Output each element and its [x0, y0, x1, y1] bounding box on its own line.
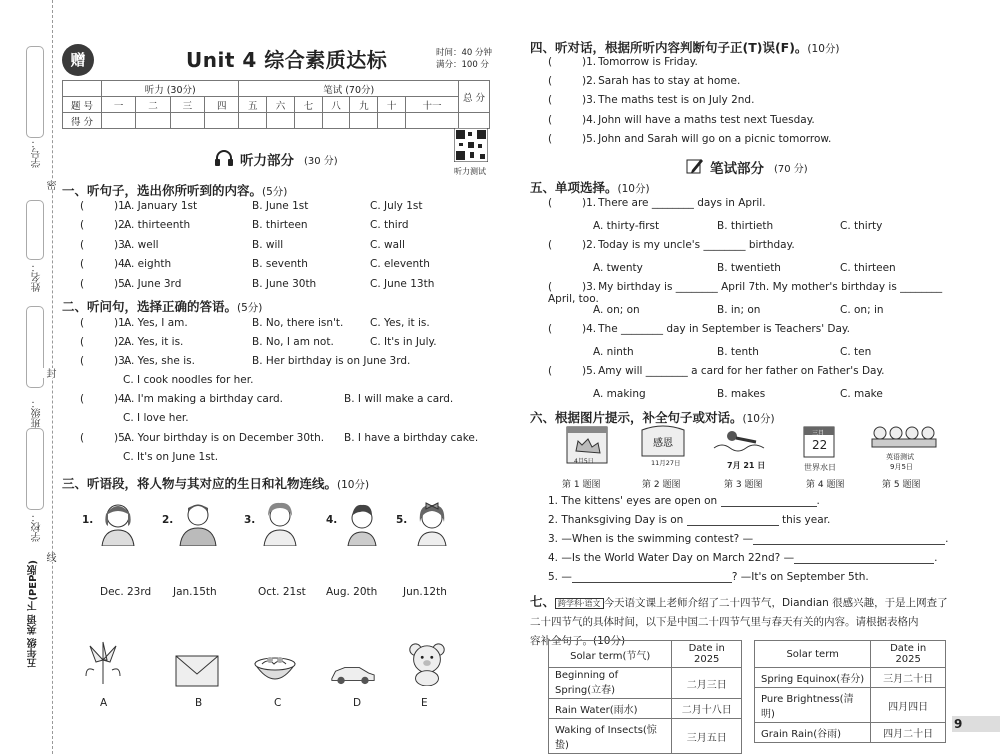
option-b: B. twentieth [717, 262, 781, 274]
table-row: Beginning of Spring(立春) 二月三日 [549, 668, 742, 699]
option-a: A. thirty-first [593, 220, 660, 232]
s6-item-1: 1. The kittens' eyes are open on . [548, 495, 820, 507]
score-cell[interactable] [267, 113, 295, 129]
page-title: Unit 4 综合素质达标 [186, 48, 388, 72]
table-row: Spring Equinox(春分) 三月二十日 [755, 668, 946, 688]
calendar-day: 22 [812, 438, 828, 452]
section-4-title [530, 38, 839, 56]
table-header: Solar term [755, 641, 871, 668]
gift-badge: 赠 [62, 44, 94, 76]
person-number: 3. [244, 514, 256, 526]
grandmother-icon [258, 500, 302, 546]
people-row [82, 498, 482, 556]
section-title: 一、听句子，选出你所听到的内容。 [62, 183, 263, 198]
section-5-title [530, 178, 650, 196]
toy-car-icon [330, 652, 376, 696]
cross-subject-tag: 跨学科·语文 [555, 598, 604, 609]
listening-title: 听力部分 [240, 153, 294, 169]
pencil-icon [686, 157, 704, 175]
answer-blank[interactable] [753, 534, 945, 545]
writing-points: (70 分) [774, 164, 808, 175]
option-a: A. well [124, 238, 159, 251]
man-icon [176, 500, 220, 546]
figure-caption: 第 4 题图 [806, 480, 845, 490]
option-b: B. tenth [717, 346, 759, 358]
s5-options [593, 346, 953, 360]
person-number: 5. [396, 514, 408, 526]
image-2-caption: 11月27日 [651, 459, 681, 467]
s1-item: ( )3. A. well B. will C. wall [80, 238, 405, 251]
table-header: Solar term(节气) [549, 641, 672, 668]
teddy-bear-icon [404, 642, 450, 686]
section-title: 四、听对话，根据所听内容判断句子正(T)误(F)。 [530, 40, 808, 55]
total-header: 总 分 [459, 81, 490, 113]
option-b: B. in; on [717, 304, 761, 316]
image-5-caption: 英语测试 [886, 453, 914, 461]
option-a: A. making [593, 388, 646, 400]
question-text: Amy will ________ a card for her father on Father's Day. [598, 365, 885, 377]
image-1-caption: 4月5日 [574, 458, 594, 465]
school-box [26, 428, 44, 510]
seal-mark: 密 [44, 180, 55, 190]
statement: John will have a maths test next Tuesday. [598, 113, 815, 126]
binding-sidebar [0, 0, 53, 754]
score-cell[interactable] [170, 113, 204, 129]
boy-icon [340, 500, 384, 546]
date-label: Jan.15th [173, 586, 217, 598]
name-box [26, 200, 44, 260]
option-b: B. seventh [252, 258, 308, 271]
col-header: 五 [239, 97, 267, 113]
full-score-label: 满分：100 分 [436, 60, 489, 70]
figure-caption: 第 2 题图 [642, 480, 681, 490]
gift-letter: C [274, 697, 282, 709]
svg-text:感恩: 感恩 [653, 438, 673, 449]
time-label: 时间：40 分钟 [436, 48, 493, 58]
image-3-caption: 7月 21 日 [727, 461, 766, 470]
s1-item: ( )2. A. thirteenth B. thirteen C. third [80, 219, 409, 232]
name-label: 姓名： [32, 262, 43, 292]
score-cell[interactable] [102, 113, 136, 129]
date-label: Jun.12th [403, 586, 447, 598]
image-5-date: 9月5日 [890, 463, 913, 471]
table-row: Waking of Insects(惊蛰) 三月五日 [549, 719, 742, 754]
section-points: (5分) [237, 302, 263, 314]
section-2-title [62, 297, 262, 315]
section-text: 二十四节气的具体时间，以下是中国二十四节气里与春天有关的内容。请根据表格内 [530, 616, 919, 628]
option-b: B. thirtieth [717, 220, 774, 232]
question-text: My birthday is ________ April 7th. My mother's birthday is ________ April, too. [548, 281, 943, 305]
option-a: A. eighth [124, 258, 172, 271]
s2-item-2: ( )2. A. Yes, it is. B. No, I am not. C. It's in July. [80, 336, 437, 348]
page-number: 9 [954, 717, 963, 731]
answer-blank[interactable] [572, 572, 732, 583]
image-4-caption: 世界水日 [804, 463, 836, 472]
seal-mark: 封 [44, 368, 55, 378]
s2-item-5: ( )5. A. Your birthday is on December 30th. B. I have a birthday cake. [80, 432, 479, 444]
col-header: 六 [267, 97, 295, 113]
statement: Tomorrow is Friday. [598, 56, 698, 68]
s4-item: ( )4. John will have a maths test next Tuesday. [548, 113, 815, 126]
solar-term-table-2 [754, 640, 946, 743]
section-text: 今天语文课上老师介绍了二十四节气，Diandian 很感兴趣，于是上网查了 [603, 597, 948, 609]
option-b: B. makes [717, 388, 766, 400]
row-label: 题 号 [63, 97, 102, 113]
person-number: 2. [162, 514, 174, 526]
statement: John and Sarah will go on a picnic tomorrow. [598, 132, 832, 145]
answer-blank[interactable] [794, 553, 934, 564]
option-c: C. wall [370, 238, 405, 251]
section-points: (10分) [593, 635, 626, 647]
gift-letter: A [100, 697, 108, 709]
section-points: (10分) [337, 479, 370, 491]
question-text: There are ________ days in April. [598, 197, 766, 209]
option-a: A. twenty [593, 262, 643, 274]
col-header: 十一 [406, 97, 459, 113]
solar-term-table-1 [548, 640, 742, 754]
col-header: 三 [170, 97, 204, 113]
s5-options [593, 304, 953, 318]
score-cell[interactable] [294, 113, 322, 129]
answer-blank[interactable] [687, 515, 779, 526]
option-a: A. thirteenth [124, 219, 191, 232]
col-header: 四 [204, 97, 238, 113]
section-points: (10分) [742, 413, 775, 425]
s5-question: ( )2. Today is my uncle's ________ birthday. [548, 239, 795, 251]
s6-item-5: 5. — ? —It's on September 5th. [548, 571, 869, 583]
section-text: 容补全句子。 [530, 635, 593, 647]
option-c: C. on; in [840, 304, 884, 316]
section-points: (5分) [262, 186, 288, 198]
s5-question: ( )4. The ________ day in September is Teachers' Day. [548, 323, 850, 335]
option-a: A. ninth [593, 346, 634, 358]
score-cell[interactable] [406, 113, 459, 129]
figure-caption: 第 5 题图 [882, 480, 921, 490]
gift-letter: B [195, 697, 203, 709]
listening-points: (30 分) [304, 156, 338, 167]
student-id-box [26, 46, 44, 138]
section-title: 三、听语段，将人物与其对应的生日和礼物连线。 [62, 476, 338, 491]
s4-item: ( )1. Tomorrow is Friday. [548, 56, 698, 68]
question-text: The ________ day in September is Teachers' Day. [598, 323, 850, 335]
headphones-icon [214, 149, 234, 167]
score-cell[interactable] [350, 113, 378, 129]
table-header: Date in 2025 [672, 641, 742, 668]
table-row: Rain Water(雨水) 二月十八日 [549, 699, 742, 719]
option-b: B. June 30th [252, 277, 317, 290]
s2-item-3: ( )3. A. Yes, she is. B. Her birthday is on June 3rd. [80, 355, 411, 367]
class-label: 班级： [32, 398, 43, 428]
section-points: (10分) [617, 183, 650, 195]
score-cell[interactable] [459, 113, 490, 129]
seal-mark: 线 [44, 552, 55, 562]
calendar-month: 三月 [812, 430, 825, 437]
s5-options [593, 388, 953, 402]
noodles-bowl-icon [252, 646, 298, 690]
lily-flower-icon [80, 640, 126, 684]
s1-item: ( )5. A. June 3rd B. June 30th C. June 13th [80, 277, 435, 290]
s5-options [593, 220, 953, 234]
figure-caption: 第 3 题图 [724, 480, 763, 490]
dates-row [100, 586, 500, 600]
grade-label: 五年级 英语 下(PEP版) [28, 560, 39, 668]
qr-caption: 听力测试 [454, 167, 486, 176]
section-1-title [62, 181, 287, 199]
score-cell[interactable] [378, 113, 406, 129]
option-c: C. third [370, 219, 409, 232]
woman-icon [96, 500, 140, 546]
col-header: 七 [294, 97, 322, 113]
option-a: A. on; on [593, 304, 640, 316]
students-exam-icon [870, 423, 940, 449]
option-b: B. June 1st [252, 200, 309, 212]
s2-item-4: ( )4. A. I'm making a birthday card. B. I will make a card. [80, 393, 454, 405]
option-c: C. July 1st [370, 200, 423, 212]
score-cell[interactable] [239, 113, 267, 129]
statement: The maths test is on July 2nd. [598, 94, 755, 107]
s6-item-3: 3. —When is the swimming contest? — . [548, 533, 949, 545]
s4-item: ( )5. John and Sarah will go on a picnic tomorrow. [548, 132, 832, 145]
option-c: C. make [840, 388, 883, 400]
question-text: Today is my uncle's ________ birthday. [598, 239, 795, 251]
option-c: C. thirty [840, 220, 883, 232]
col-header: 十 [378, 97, 406, 113]
s2-item-3-c: C. I cook noodles for her. [123, 374, 254, 386]
s6-item-4: 4. —Is the World Water Day on March 22nd? — . [548, 552, 938, 564]
s4-item: ( )3. The maths test is on July 2nd. [548, 94, 755, 107]
thanksgiving-icon [640, 424, 686, 458]
image-captions [562, 477, 962, 489]
figure-caption: 第 1 题图 [562, 480, 601, 490]
col-header: 一 [102, 97, 136, 113]
s5-question: ( )1. There are ________ days in April. [548, 197, 766, 209]
score-cell[interactable] [322, 113, 350, 129]
gift-letter: D [353, 697, 362, 709]
s2-item-4-c: C. I love her. [123, 412, 189, 424]
section-title: 六、根据图片提示，补全句子或对话。 [530, 410, 743, 425]
option-a: A. January 1st [124, 200, 198, 212]
table-row: Grain Rain(谷雨) 四月二十日 [755, 723, 946, 743]
s5-options [593, 262, 953, 276]
option-c: C. thirteen [840, 262, 896, 274]
score-table [62, 80, 490, 129]
col-header: 八 [322, 97, 350, 113]
student-id-label: 学号： [32, 138, 43, 168]
s2-item-1: ( )1. A. Yes, I am. B. No, there isn't. C. Yes, it is. [80, 317, 430, 329]
section-3-title [62, 474, 369, 492]
writing-title: 笔试部分 [710, 161, 764, 177]
option-a: A. June 3rd [124, 277, 182, 290]
date-label: Oct. 21st [258, 586, 306, 598]
swimmer-icon [712, 424, 766, 458]
score-cell[interactable] [136, 113, 170, 129]
table-header: Date in 2025 [871, 641, 946, 668]
col-header: 九 [350, 97, 378, 113]
col-header: 二 [136, 97, 170, 113]
s1-item: ( )1. A. January 1st B. June 1st C. July 1st [80, 200, 423, 212]
s5-question: ( )3. My birthday is ________ April 7th. My mother's birthday is ________ April, too. [548, 281, 943, 305]
section-points: (10分) [807, 43, 840, 55]
option-c: C. June 13th [370, 277, 435, 290]
person-number: 1. [82, 514, 94, 526]
qr-code-icon[interactable] [454, 128, 488, 162]
option-c: C. eleventh [370, 258, 430, 271]
statement: Sarah has to stay at home. [598, 75, 741, 88]
option-b: B. will [252, 238, 284, 251]
score-cell[interactable] [204, 113, 238, 129]
school-label: 学校： [32, 512, 43, 542]
gift-letter: E [421, 697, 428, 709]
row-label: 得 分 [63, 113, 102, 129]
girl-icon [410, 500, 454, 546]
date-label: Aug. 20th [326, 586, 378, 598]
answer-blank[interactable] [721, 496, 817, 507]
option-b: B. thirteen [252, 219, 308, 232]
section-title: 五、单项选择。 [530, 180, 618, 195]
section-title: 二、听问句，选择正确的答语。 [62, 299, 238, 314]
s6-item-2: 2. Thanksgiving Day is on this year. [548, 514, 831, 526]
card-envelope-icon [174, 648, 220, 692]
option-c: C. ten [840, 346, 872, 358]
listening-header: 听力 (30分) [102, 81, 239, 97]
table-row: Pure Brightness(清明) 四月四日 [755, 688, 946, 723]
section-title: 七、 [530, 594, 556, 609]
writing-header: 笔试 (70分) [239, 81, 459, 97]
s1-item: ( )4. A. eighth B. seventh C. eleventh [80, 258, 430, 271]
person-number: 4. [326, 514, 338, 526]
s4-item: ( )2. Sarah has to stay at home. [548, 75, 741, 88]
gift-letters [100, 697, 500, 711]
s5-question: ( )5. Amy will ________ a card for her father on Father's Day. [548, 365, 885, 377]
date-label: Dec. 23rd [100, 586, 152, 598]
s2-item-5-c: C. It's on June 1st. [123, 451, 219, 463]
